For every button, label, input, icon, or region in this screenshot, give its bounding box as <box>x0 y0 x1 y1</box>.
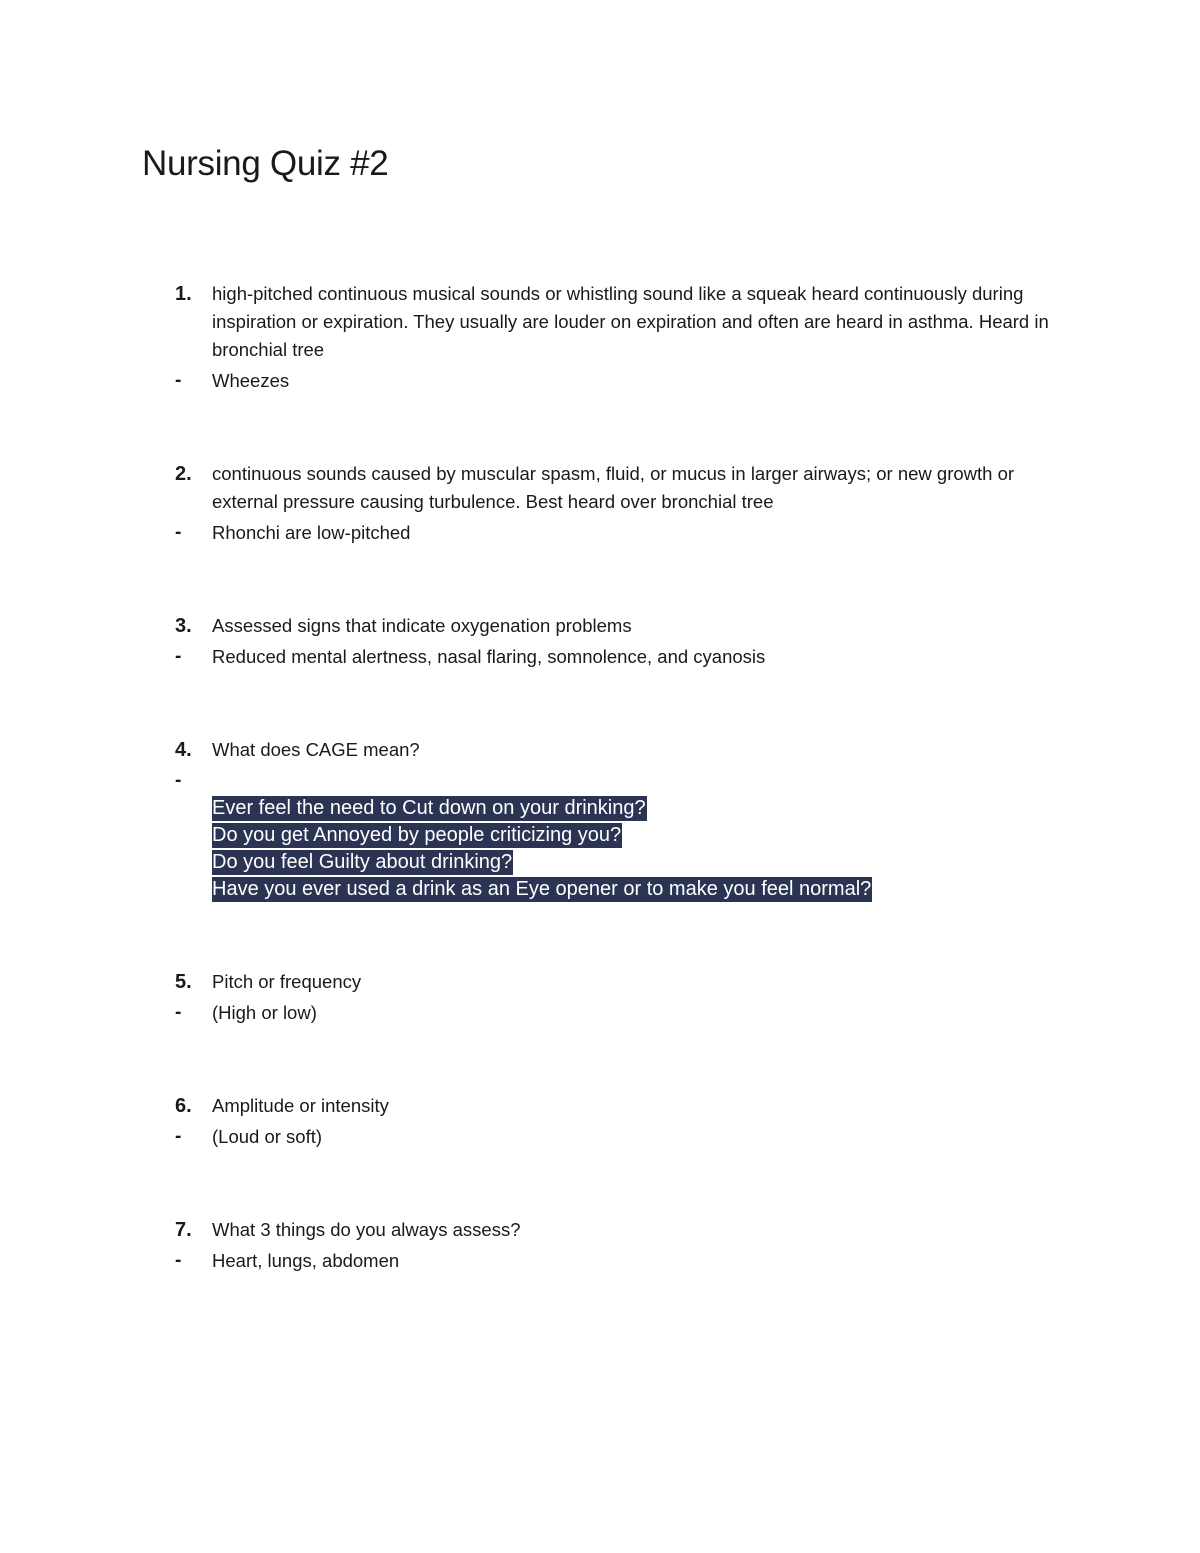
item-number: 7. <box>175 1219 192 1241</box>
answer-dash: - <box>175 1002 182 1023</box>
page-title: Nursing Quiz #2 <box>142 144 389 183</box>
item-answer: Reduced mental alertness, nasal flaring, somnolence, and cyanosis <box>212 646 766 667</box>
item-number: 6. <box>175 1095 192 1117</box>
item-question: Amplitude or intensity <box>212 1095 389 1116</box>
item-question: high-pitched continuous musical sounds or whistling sound like a squeak heard continuously during inspiration or expiration. They usually are louder on expiration and often are heard in asthma. Heard in bronchial tree <box>212 283 1049 360</box>
answer-dash: - <box>175 522 182 543</box>
answer-dash: - <box>175 646 182 667</box>
item-answer: Rhonchi are low-pitched <box>212 522 411 543</box>
item-answer: (Loud or soft) <box>212 1126 323 1147</box>
item-answer: Wheezes <box>212 370 290 391</box>
item-answer: Heart, lungs, abdomen <box>212 1250 400 1271</box>
item-question: What does CAGE mean? <box>212 739 420 760</box>
item-number: 5. <box>175 971 192 993</box>
cage-line-eye-opener: Have you ever used a drink as an Eye opener or to make you feel normal? <box>212 878 872 900</box>
cage-line-cut-down: Ever feel the need to Cut down on your drinking? <box>212 797 646 819</box>
answer-dash: - <box>175 770 182 791</box>
item-question: Pitch or frequency <box>212 971 362 992</box>
item-question: Assessed signs that indicate oxygenation problems <box>212 615 632 636</box>
item-number: 1. <box>175 283 192 305</box>
item-question: What 3 things do you always assess? <box>212 1219 521 1240</box>
item-number: 2. <box>175 463 192 485</box>
answer-dash: - <box>175 1250 182 1271</box>
item-number: 4. <box>175 739 192 761</box>
item-answer: (High or low) <box>212 1002 317 1023</box>
cage-line-annoyed: Do you get Annoyed by people criticizing you? <box>212 824 622 846</box>
answer-dash: - <box>175 370 182 391</box>
answer-dash: - <box>175 1126 182 1147</box>
item-number: 3. <box>175 615 192 637</box>
item-question: continuous sounds caused by muscular spasm, fluid, or mucus in larger airways; or new growth or external pressure causing turbulence. Best heard over bronchial tree <box>212 463 1015 512</box>
cage-line-guilty: Do you feel Guilty about drinking? <box>212 851 513 873</box>
cage-highlighted-answer <box>212 795 872 903</box>
